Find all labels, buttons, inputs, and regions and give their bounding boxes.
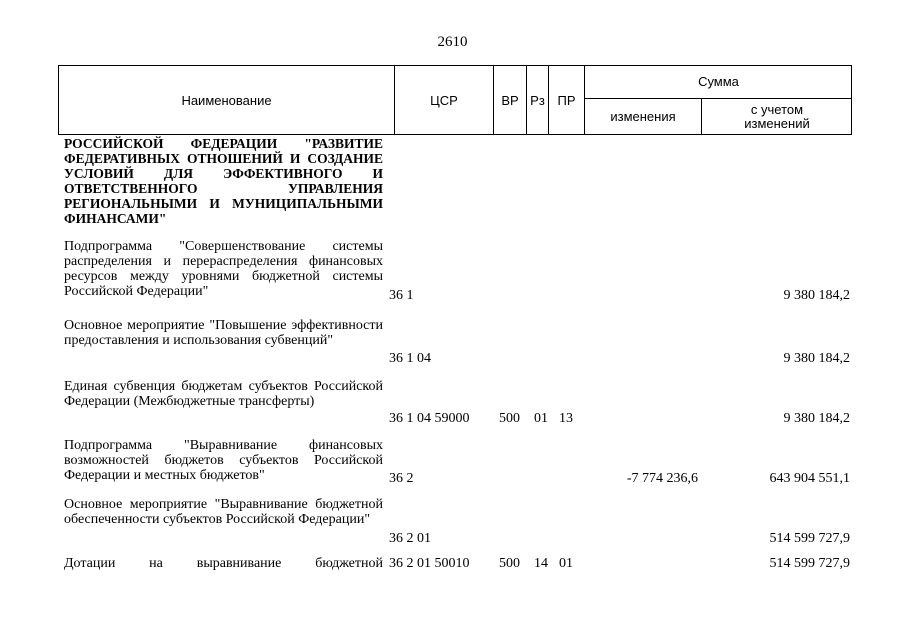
header-csr: ЦСР [394,65,493,135]
header-rz: Рз [526,65,548,135]
row-total: 514 599 727,9 [769,531,850,546]
header-sum: Сумма [584,65,852,98]
row-name: Подпрограмма "Совершенствование системы распределения и перераспределения финансовых ресурсов между уровнями бюджетной системы Российской Федерации" [64,239,383,299]
row-csr: 36 1 04 59000 [389,411,470,426]
row-rz: 14 [534,556,548,571]
header-pr: ПР [548,65,584,135]
row-rz: 01 [534,411,548,426]
row-vr: 500 [499,411,520,426]
row-total: 643 904 551,1 [769,471,850,486]
row-pr: 01 [559,556,573,571]
row-total: 514 599 727,9 [769,556,850,571]
row-name: Единая субвенция бюджетам субъектов Российской Федерации (Межбюджетные трансферты) [64,379,383,409]
row-total: 9 380 184,2 [783,411,850,426]
row-change: -7 774 236,6 [626,471,698,486]
page-number: 2610 [437,34,468,50]
row-name: Основное мероприятие "Выравнивание бюджетной обеспеченности субъектов Российской Федерации" [64,497,383,527]
row-name: Основное мероприятие "Повышение эффективности предоставления и использования субвенций" [64,318,383,348]
header-name: Наименование [58,65,394,135]
row-csr: 36 2 01 50010 [389,556,470,571]
table-header [58,65,852,135]
row-name: Дотации на выравнивание бюджетной [64,556,383,571]
header-with-changes: с учетом изменений [701,98,852,135]
row-csr: 36 2 [389,471,414,486]
row-vr: 500 [499,556,520,571]
row-total: 9 380 184,2 [783,288,850,303]
header-changes: изменения [584,98,701,135]
header-vr: ВР [493,65,526,135]
row-name: Подпрограмма "Выравнивание финансовых возможностей бюджетов субъектов Российской Федерации и местных бюджетов" [64,438,383,483]
row-pr: 13 [559,411,573,426]
row-csr: 36 1 04 [389,351,431,366]
row-csr: 36 2 01 [389,531,431,546]
row-csr: 36 1 [389,288,414,303]
row-name: РОССИЙСКОЙ ФЕДЕРАЦИИ "РАЗВИТИЕ ФЕДЕРАТИВНЫХ ОТНОШЕНИЙ И СОЗДАНИЕ УСЛОВИЙ ДЛЯ ЭФФЕКТИВНОГО И ОТВЕТСТВЕННОГО УПРАВЛЕНИЯ РЕГИОНАЛЬНЫМИ И МУНИЦИПАЛЬНЫМИ ФИНАНСАМИ" [64,136,383,226]
row-total: 9 380 184,2 [783,351,850,366]
